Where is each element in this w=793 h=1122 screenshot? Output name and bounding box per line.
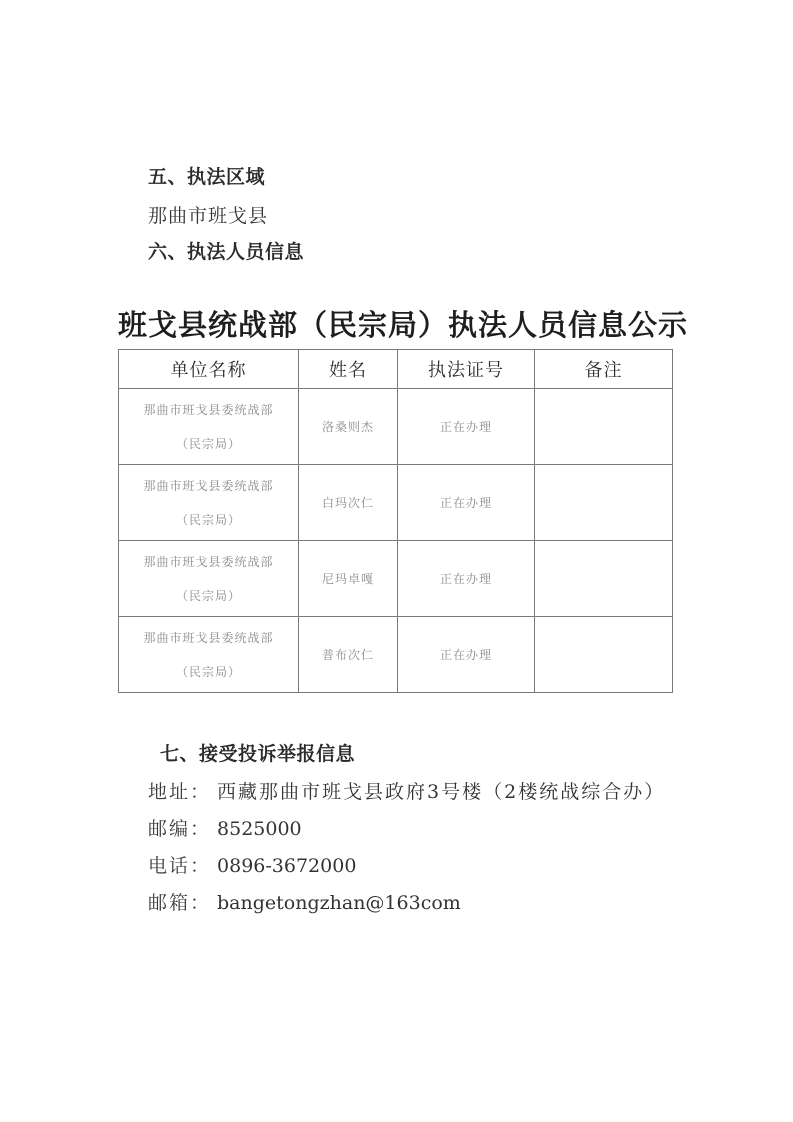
address-label: 地址： [148, 781, 212, 803]
cell-cert: 正在办理 [398, 465, 535, 541]
header-unit-name: 单位名称 [119, 350, 299, 389]
cell-unit [119, 541, 299, 617]
cell-note [535, 465, 673, 541]
cell-note [535, 541, 673, 617]
cell-name: 洛桑则杰 [299, 389, 398, 465]
enforcement-area-text: 那曲市班戈县 [148, 205, 269, 227]
unit-sub: （民宗局） [175, 512, 241, 527]
phone-line [148, 851, 356, 878]
cell-cert: 正在办理 [398, 617, 535, 693]
postcode-label: 邮编： [148, 818, 212, 840]
section6-heading: 六、执法人员信息 [148, 241, 305, 263]
email-label: 邮箱： [148, 892, 212, 914]
address-value: 西藏那曲市班戈县政府3号楼（2楼统战综合办） [217, 781, 666, 803]
unit-name: 那曲市班戈县委统战部 [143, 554, 274, 569]
email-line [148, 888, 461, 915]
staff-table [118, 349, 673, 693]
postcode-value: 8525000 [217, 818, 302, 840]
section5-heading: 五、执法区域 [148, 166, 266, 188]
section7-heading: 七、接受投诉举报信息 [160, 743, 356, 765]
cell-cert: 正在办理 [398, 541, 535, 617]
cell-unit [119, 617, 299, 693]
table-header-row [119, 350, 673, 389]
postcode-line [148, 814, 302, 841]
cell-unit [119, 465, 299, 541]
table-row [119, 541, 673, 617]
unit-name: 那曲市班戈县委统战部 [143, 478, 274, 493]
unit-name: 那曲市班戈县委统战部 [143, 402, 274, 417]
unit-sub: （民宗局） [175, 436, 241, 451]
header-name: 姓名 [299, 350, 398, 389]
address-line [148, 777, 665, 804]
unit-sub: （民宗局） [175, 664, 241, 679]
cell-cert: 正在办理 [398, 389, 535, 465]
table-title: 班戈县统战部（民宗局）执法人员信息公示 [118, 308, 689, 342]
cell-name: 普布次仁 [299, 617, 398, 693]
table-row [119, 465, 673, 541]
cell-name: 白玛次仁 [299, 465, 398, 541]
header-cert-number: 执法证号 [398, 350, 535, 389]
email-value: bangetongzhan@163com [217, 892, 461, 914]
table-row [119, 389, 673, 465]
cell-note [535, 389, 673, 465]
cell-name: 尼玛卓嘎 [299, 541, 398, 617]
table-row [119, 617, 673, 693]
header-remarks: 备注 [535, 350, 673, 389]
unit-sub: （民宗局） [175, 588, 241, 603]
cell-note [535, 617, 673, 693]
unit-name: 那曲市班戈县委统战部 [143, 630, 274, 645]
phone-value: 0896-3672000 [217, 855, 357, 877]
cell-unit [119, 389, 299, 465]
phone-label: 电话： [148, 855, 212, 877]
